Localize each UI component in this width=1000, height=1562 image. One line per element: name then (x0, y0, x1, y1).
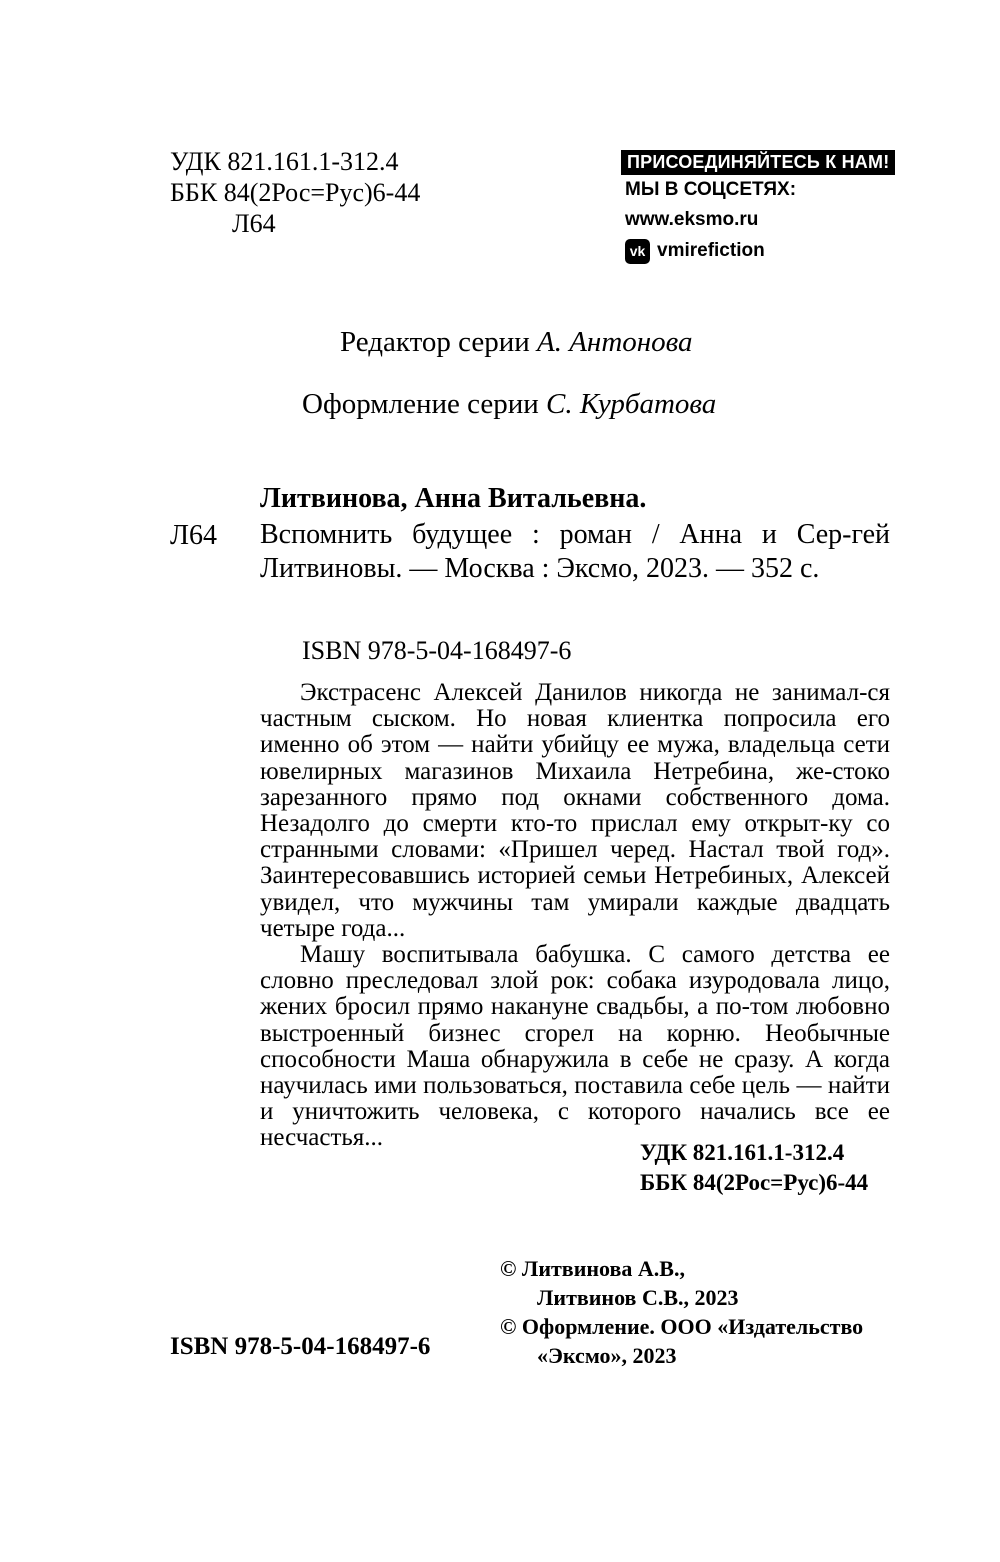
copyright-line-1: © Литвинова А.В., (500, 1256, 685, 1281)
vk-icon: vk (625, 239, 650, 264)
copyright-block (500, 1254, 863, 1370)
udk-code: УДК 821.161.1-312.4 (170, 147, 399, 176)
udk-code-bottom: УДК 821.161.1-312.4 (640, 1140, 845, 1165)
isbn-bottom: ISBN 978-5-04-168497-6 (170, 1333, 431, 1360)
editor-name: А. Антонова (537, 326, 693, 358)
annotation (260, 680, 890, 1152)
record-author: Литвинова, Анна Витальевна. (260, 483, 647, 514)
series-design-credit (302, 388, 716, 421)
record-code: Л64 (170, 520, 217, 551)
annotation-paragraph-1: Экстрасенс Алексей Данилов никогда не занимал-ся частным сыском. Но новая клиентка попросила его именно об этом — найти убийцу ее мужа, владельца сети ювелирных магазинов Михаила Нетребина, же-стоко зарезанного прямо под окнами собственного дома. Незадолго до смерти кто-то прислал ему открыт-ку со странными словами: «Пришел черед. Настал твой год». Заинтересовавшись историей семьи Нетребиных, Алексей увидел, что мужчины там умирали каждые двадцать четыре года... (260, 679, 890, 942)
copyright-line-2: Литвинов С.В., 2023 (537, 1285, 739, 1310)
vk-link[interactable] (621, 236, 895, 266)
bbk-code: ББК 84(2Рос=Рус)6-44 (170, 178, 421, 207)
classification-block-top (170, 146, 420, 239)
join-us-banner: ПРИСОЕДИНЯЙТЕСЬ К НАМ! (621, 150, 895, 175)
copyright-line-3: © Оформление. ООО «Издательство (500, 1314, 864, 1339)
vk-handle: vmirefiction (657, 240, 765, 261)
bbk-code-bottom: ББК 84(2Рос=Рус)6-44 (640, 1170, 869, 1195)
author-sign: Л64 (232, 209, 276, 238)
design-label: Оформление серии (302, 388, 539, 420)
website-link[interactable]: www.eksmo.ru (625, 209, 759, 230)
social-block (621, 150, 895, 266)
design-name: С. Курбатова (546, 388, 717, 420)
editor-label: Редактор серии (340, 326, 530, 358)
copyright-line-4: «Эксмо», 2023 (537, 1343, 677, 1368)
record-isbn: ISBN 978-5-04-168497-6 (302, 636, 572, 665)
record-description: Вспомнить будущее : роман / Анна и Сер-гей Литвиновы. — Москва : Эксмо, 2023. — 352 с. (260, 519, 890, 584)
classification-block-bottom (640, 1138, 868, 1198)
social-heading: МЫ В СОЦСЕТЯХ: (625, 179, 797, 200)
annotation-paragraph-2: Машу воспитывала бабушка. С самого детства ее словно преследовал злой рок: собака изуродовала лицо, жених бросил прямо накануне свадьбы, а по-том любовно выстроенный бизнес сгорел на корню. Необычные способности Маша обнаружила в себе не сразу. А когда научилась ими пользоваться, поставила себе цель — найти и уничтожить человека, с которого начались все ее несчастья... (260, 941, 890, 1152)
series-editor-credit (340, 326, 693, 359)
